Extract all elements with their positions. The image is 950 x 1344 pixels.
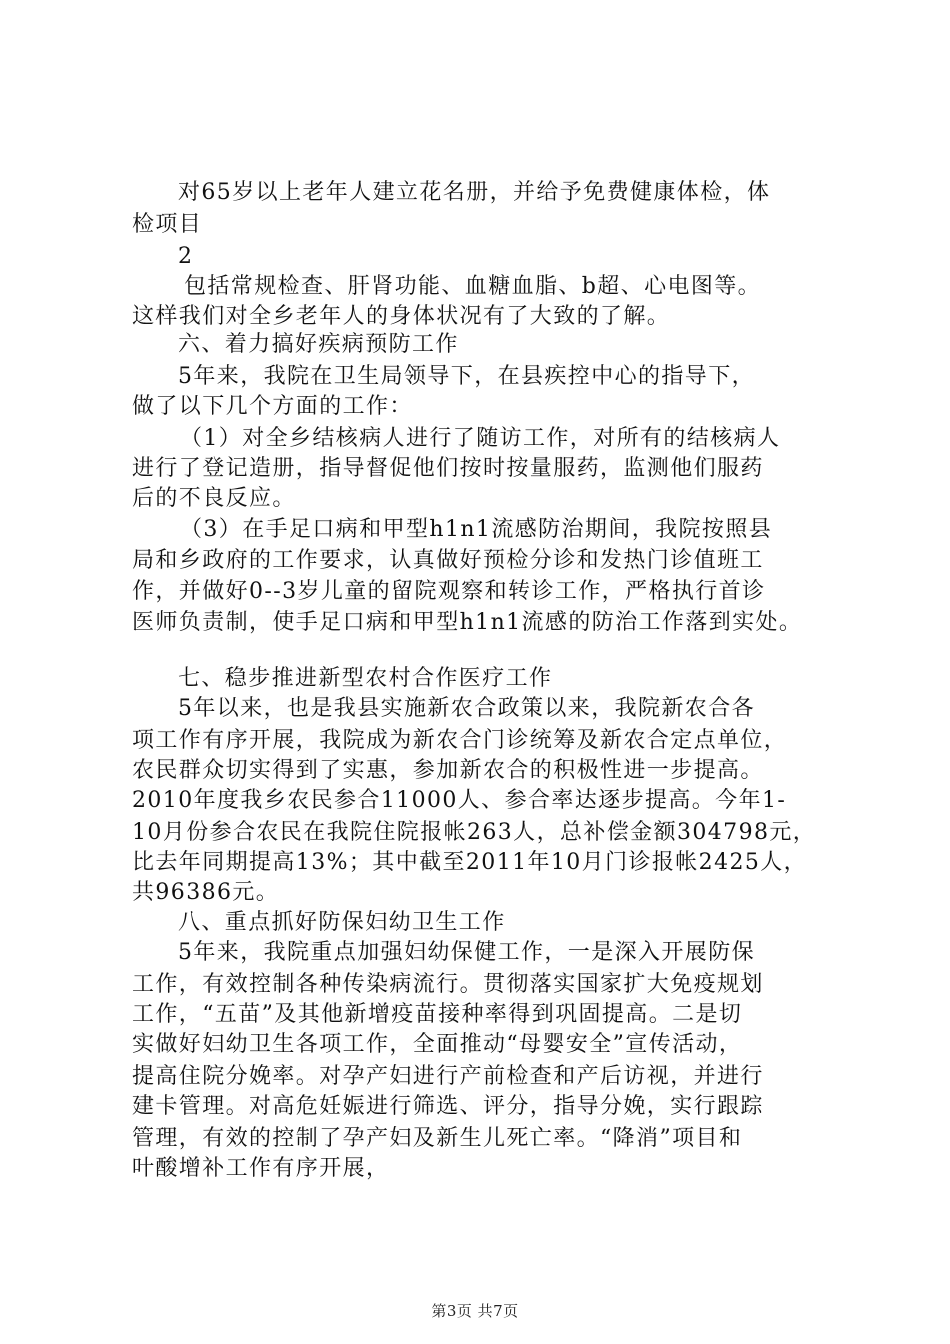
body-line: 建卡管理。对高危妊娠进行筛选、评分，指导分娩，实行跟踪 — [132, 1094, 764, 1119]
body-line: 作，并做好0--3岁儿童的留院观察和转诊工作，严格执行首诊 — [132, 579, 766, 604]
body-line: 局和乡政府的工作要求，认真做好预检分诊和发热门诊值班工 — [132, 548, 764, 573]
body-line: 做了以下几个方面的工作： — [132, 394, 413, 419]
body-line: （3）在手足口病和甲型h1n1流感防治期间，我院按照县 — [180, 517, 773, 542]
body-line: 这样我们对全乡老年人的身体状况有了大致的了解。 — [132, 304, 671, 329]
body-line: 项工作有序开展，我院成为新农合门诊统筹及新农合定点单位， — [132, 728, 788, 753]
body-line: 对65岁以上老年人建立花名册，并给予免费健康体检，体 — [178, 180, 771, 205]
body-line: 叶酸增补工作有序开展， — [132, 1156, 390, 1181]
body-line: 实做好妇幼卫生各项工作，全面推动“母婴安全”宣传活动， — [132, 1032, 743, 1057]
page-footer: 第3页 共7页 — [431, 1302, 519, 1320]
body-line: 工作，有效控制各种传染病流行。贯彻落实国家扩大免疫规划 — [132, 972, 764, 997]
body-line: （1）对全乡结核病人进行了随访工作，对所有的结核病人 — [180, 426, 781, 451]
section-heading: 八、重点抓好防保妇幼卫生工作 — [178, 910, 506, 935]
body-line: 提高住院分娩率。对孕产妇进行产前检查和产后访视，并进行 — [132, 1064, 764, 1089]
body-line: 5年来，我院重点加强妇幼保健工作，一是深入开展防保 — [178, 940, 755, 965]
body-line: 2010年度我乡农民参合11000人、参合率达逐步提高。今年1- — [132, 788, 787, 813]
body-line: 医师负责制，使手足口病和甲型h1n1流感的防治工作落到实处。 — [132, 610, 803, 635]
body-line: 农民群众切实得到了实惠，参加新农合的积极性进一步提高。 — [132, 758, 764, 783]
section-heading: 七、稳步推进新型农村合作医疗工作 — [178, 666, 553, 691]
body-line: 进行了登记造册，指导督促他们按时按量服药，监测他们服药 — [132, 456, 764, 481]
body-line: 共96386元。 — [132, 880, 280, 905]
body-line: 10月份参合农民在我院住院报帐263人，总补偿金额304798元， — [132, 820, 817, 845]
body-line: 检项目 — [132, 212, 203, 237]
body-line: 比去年同期提高13%；其中截至2011年10月门诊报帐2425人， — [132, 850, 808, 875]
page-number-text: 2 — [178, 244, 194, 269]
body-line: 工作，“五苗”及其他新增疫苗接种率得到巩固提高。二是切 — [132, 1002, 743, 1027]
body-line: 5年来，我院在卫生局领导下，在县疾控中心的指导下， — [178, 364, 755, 389]
body-line: 包括常规检查、肝肾功能、血糖血脂、b超、心电图等。 — [184, 274, 762, 299]
body-line: 后的不良反应。 — [132, 486, 296, 511]
section-heading: 六、着力搞好疾病预防工作 — [178, 332, 459, 357]
body-line: 5年以来，也是我县实施新农合政策以来，我院新农合各 — [178, 696, 755, 721]
body-line: 管理，有效的控制了孕产妇及新生儿死亡率。“降消”项目和 — [132, 1126, 743, 1151]
